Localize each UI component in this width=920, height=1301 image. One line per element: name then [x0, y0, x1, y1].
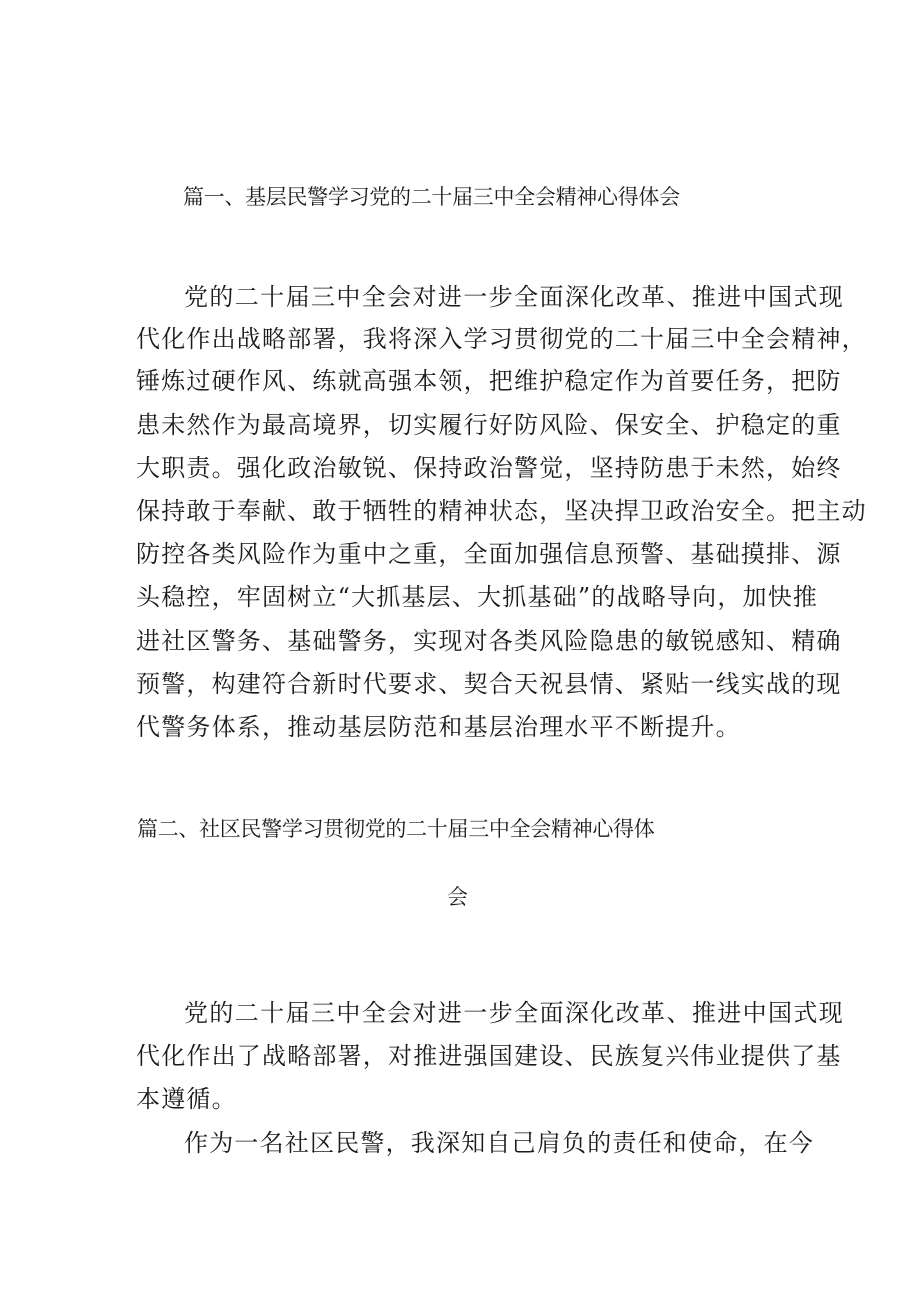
section-1-line: 头稳控，牢固树立“大抓基层、大抓基础”的战略导向，加快推 [136, 583, 819, 611]
section-2-title: 篇二、社区民警学习贯彻党的二十届三中全会精神心得体 [137, 817, 655, 841]
section-2-title-continued: 会 [447, 885, 468, 909]
section-2-line: 本遵循。 [136, 1085, 237, 1113]
section-1-line: 患未然作为最高境界，切实履行好防风险、保安全、护稳定的重 [136, 411, 842, 439]
section-2-line: 党的二十届三中全会对进一步全面深化改革、推进中国式现 [184, 999, 844, 1027]
section-1-title: 篇一、基层民警学习党的二十届三中全会精神心得体会 [183, 185, 680, 209]
section-1-line: 党的二十届三中全会对进一步全面深化改革、推进中国式现 [184, 283, 844, 311]
section-1-line: 保持敢于奉献、敢于牺牲的精神状态，坚决捍卫政治安全。把主动 [136, 497, 867, 525]
section-1-line: 防控各类风险作为重中之重，全面加强信息预警、基础摸排、源 [136, 540, 842, 568]
section-1-line: 预警，构建符合新时代要求、契合天祝县情、紧贴一线实战的现 [136, 670, 842, 698]
section-1-line: 大职责。强化政治敏锐、保持政治警觉，坚持防患于未然，始终 [136, 454, 842, 482]
section-2-line: 代化作出了战略部署，对推进强国建设、民族复兴伟业提供了基 [136, 1042, 842, 1070]
section-1-line: 进社区警务、基础警务，实现对各类风险隐患的敏锐感知、精确 [136, 627, 842, 655]
section-1-line: 代化作出战略部署，我将深入学习贯彻党的二十届三中全会精神， [136, 325, 867, 353]
section-2-line: 作为一名社区民警，我深知自己肩负的责任和使命，在今 [184, 1129, 814, 1157]
section-1-line: 锤炼过硬作风、练就高强本领，把维护稳定作为首要任务，把防 [136, 367, 842, 395]
section-1-line: 代警务体系，推动基层防范和基层治理水平不断提升。 [136, 713, 741, 741]
